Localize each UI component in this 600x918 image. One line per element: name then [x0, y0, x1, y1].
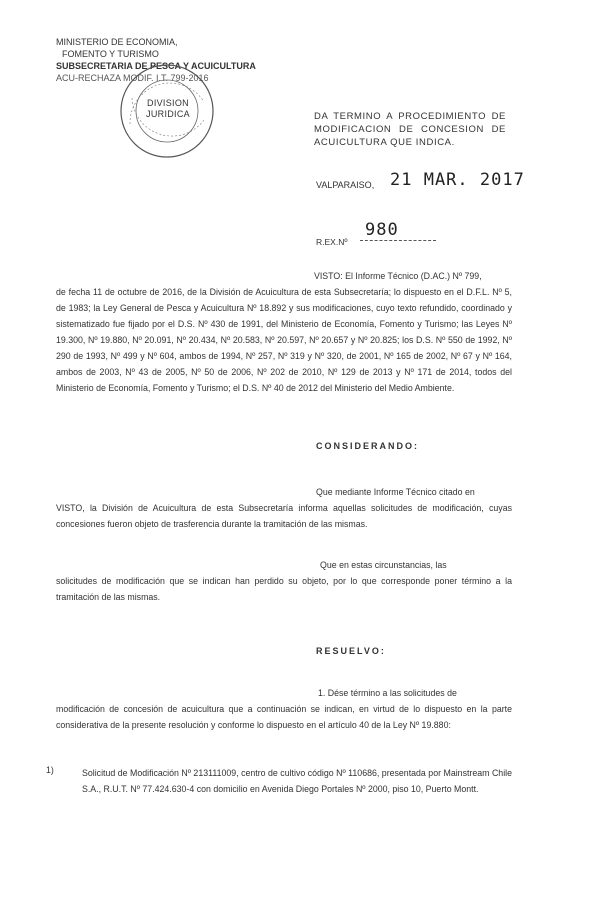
resolution-number-label: R.EX.Nº — [316, 237, 348, 247]
considerando-2-text: solicitudes de modificación que se indican han perdido su objeto, por lo que corresponde poner término a la tramitación de las mismas. — [56, 576, 512, 602]
considerando-heading: CONSIDERANDO: — [316, 441, 420, 451]
visto-text: de fecha 11 de octubre de 2016, de la División de Acuicultura de esta Subsecretaría; lo dispuesto en el D.F.L. Nº 5, de 1983; la Ley General de Pesca y Acuicultura Nº 18.892 y sus modificaciones, cuyo texto refundido, coordinado y sistematizado fue fijado por el D.S. Nº 430 de 1991, del Ministerio de Economía, Fomento y Turismo; las Leyes Nº 19.300, Nº 19.880, Nº 20.091, Nº 20.434, Nº 20.583, Nº 20.597, Nº 20.657 y Nº 20.825; los D.S. Nº 550 de 1992, Nº 290 de 1993, Nº 499 y Nº 604, ambos de 1994, Nº 257, Nº 319 y Nº 320, de 2001, Nº 165 de 2002, Nº 67 y Nº 164, ambos de 2003, Nº 43 de 2005, Nº 50 de 2006, Nº 202 de 2010, Nº 129 de 2013 y Nº 171 de 2014, todos del Ministerio de Economía, Fomento y Turismo; el D.S. Nº 40 de 2012 del Ministerio del Medio Ambiente. — [56, 287, 512, 393]
document-reference: ACU-RECHAZA MODIF. I.T. 799-2016 — [56, 73, 209, 83]
considerando-1-lead: Que mediante Informe Técnico citado en — [316, 487, 475, 497]
subsecretaria-name: SUBSECRETARIA DE PESCA Y ACUICULTURA — [56, 61, 256, 71]
resuelvo-paragraph-1 — [56, 685, 512, 733]
resolution-number: 980 — [365, 220, 399, 240]
stamp-label-line2: JURIDICA — [146, 109, 190, 119]
considerando-paragraph-2 — [56, 557, 512, 605]
stamp-label — [140, 98, 196, 120]
stamp-label-line1: DIVISION — [147, 98, 189, 108]
considerando-paragraph-1 — [56, 484, 512, 532]
visto-lead: VISTO: El Informe Técnico (D.AC.) Nº 799, — [314, 271, 482, 281]
resuelvo-1-text: modificación de concesión de acuicultura que a continuación se indican, en virtud de lo dispuesto en la parte considerativa de la presente resolución y conforme lo dispuesto en el artículo 40 de la Ley Nº 19.880: — [56, 704, 512, 730]
resolution-title: DA TERMINO A PROCEDIMIENTO DE MODIFICACION DE CONCESION DE ACUICULTURA QUE INDICA. — [314, 111, 506, 148]
place-label: VALPARAISO, — [316, 180, 375, 190]
list-item: Solicitud de Modificación Nº 213111009, centro de cultivo código Nº 110686, presentada por Mainstream Chile S.A., R.U.T. Nº 77.424.630-4 con domicilio en Avenida Diego Portales Nº 2000, piso 10, Puerto Montt. — [82, 768, 512, 794]
visto-paragraph — [56, 268, 512, 396]
resuelvo-1-lead: 1. Dése término a las solicitudes de — [318, 688, 457, 698]
ministry-name-line1: MINISTERIO DE ECONOMIA, — [56, 37, 178, 47]
resuelvo-heading: RESUELVO: — [316, 646, 386, 656]
considerando-1-text: VISTO, la División de Acuicultura de esta Subsecretaría informa aquellas solicitudes de modificación, cuyas concesiones fueron objeto de trasferencia durante la tramitación de las mismas. — [56, 503, 512, 529]
list-item-number: 1) — [46, 765, 54, 775]
resolution-date: 21 MAR. 2017 — [390, 170, 525, 190]
considerando-2-lead: Que en estas circunstancias, las — [320, 560, 447, 570]
resolution-number-underline — [360, 240, 436, 241]
ministry-name-line2: FOMENTO Y TURISMO — [62, 49, 159, 59]
